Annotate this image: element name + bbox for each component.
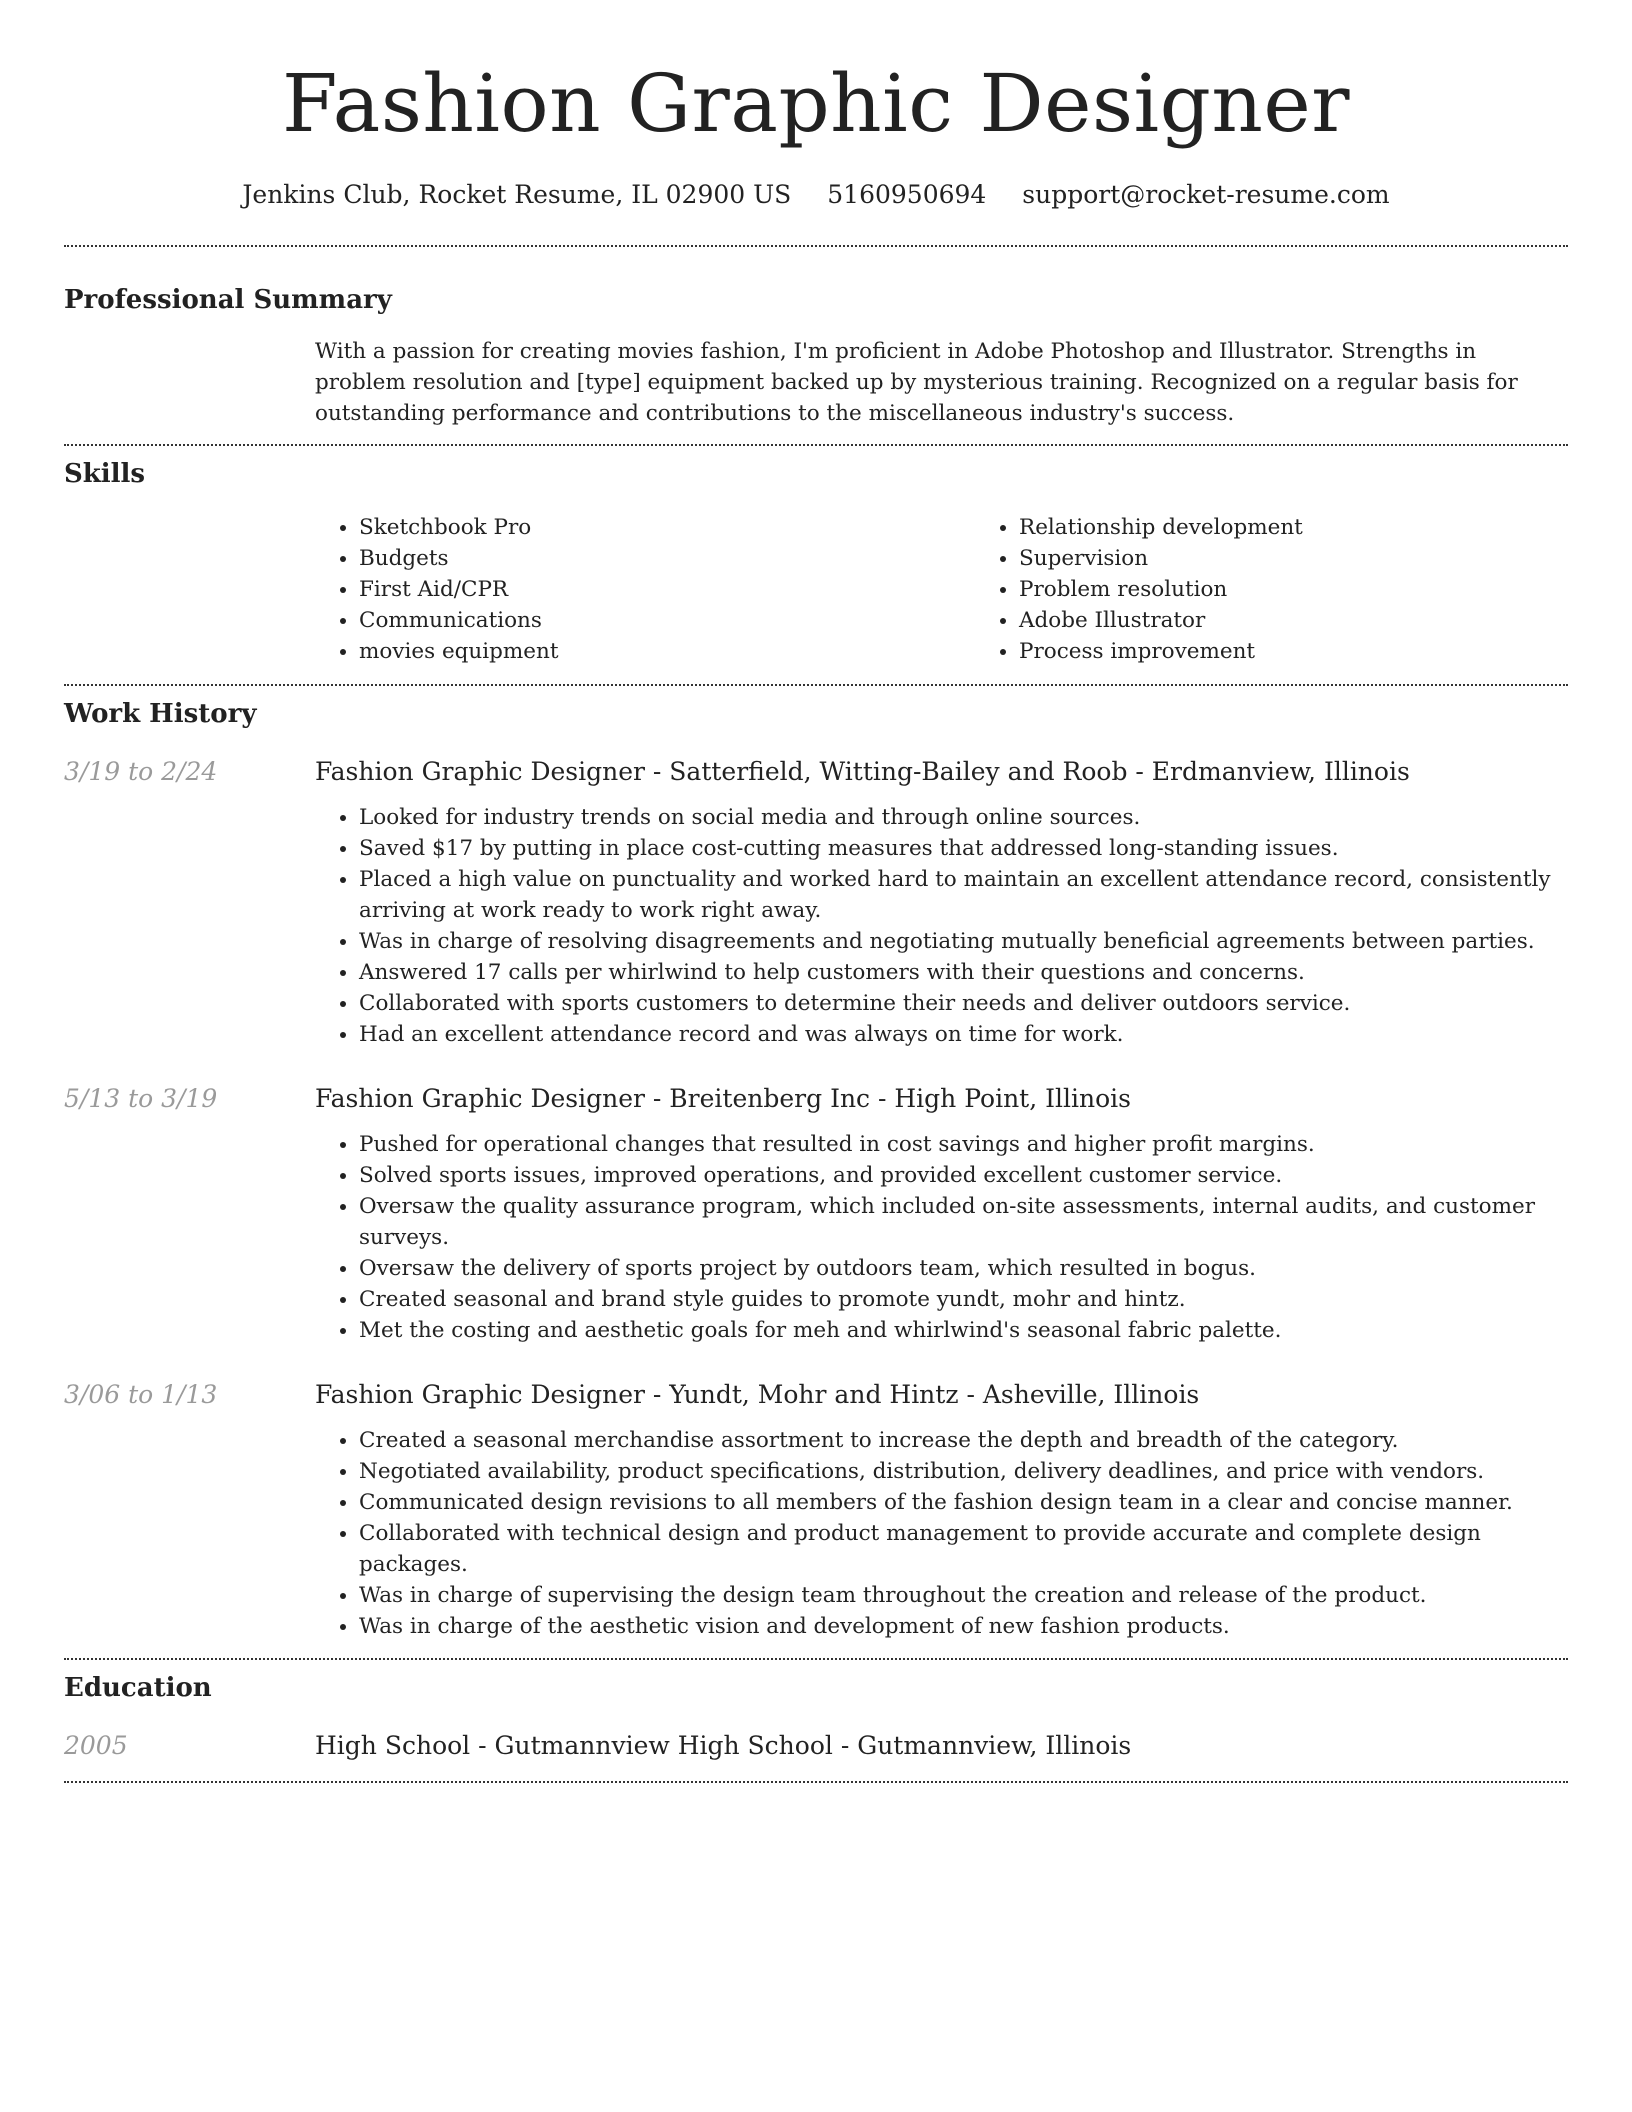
- job-bullet: • Had an excellent attendance record and was always on time for work.: [359, 1019, 1568, 1050]
- job-bullet: • Created a seasonal merchandise assortment to increase the depth and breadth of the category.: [359, 1425, 1568, 1456]
- summary-text: With a passion for creating movies fashion, I'm proficient in Adobe Photoshop and Illustrator. Strengths in problem resolution and [type] equipment backed up by mysterious training. Recognized on a regular basis for outstanding performance and contributions to the miscellaneous industry's success.: [315, 339, 1518, 426]
- job-bullet: • Answered 17 calls per whirlwind to help customers with their questions and concerns.: [359, 957, 1568, 988]
- job-heading: Fashion Graphic Designer - Satterfield, Witting-Bailey and Roob - Erdmanview, Illinois: [315, 757, 1410, 786]
- job-dates: 3/19 to 2/24: [64, 757, 218, 786]
- job-bullet: • Collaborated with sports customers to determine their needs and deliver outdoors service.: [359, 988, 1568, 1019]
- job-heading: Fashion Graphic Designer - Breitenberg Inc - High Point, Illinois: [315, 1084, 1131, 1113]
- skill-item: • Sketchbook Pro: [359, 512, 975, 543]
- skill-item: • Budgets: [359, 543, 975, 574]
- job-bullet: • Oversaw the delivery of sports project by outdoors team, which resulted in bogus.: [359, 1253, 1568, 1284]
- education-year: 2005: [64, 1731, 128, 1760]
- job-bullet: • Was in charge of resolving disagreements and negotiating mutually beneficial agreements between parties.: [359, 926, 1568, 957]
- job-bullet: • Looked for industry trends on social media and through online sources.: [359, 802, 1568, 833]
- skill-item: • Problem resolution: [1019, 574, 1632, 605]
- contact-phone: 5160950694: [827, 180, 987, 209]
- job-dates: 5/13 to 3/19: [64, 1084, 218, 1113]
- skills-column-right: [975, 512, 1632, 667]
- contact-address: Jenkins Club, Rocket Resume, IL 02900 US: [242, 180, 792, 209]
- job-bullet: • Pushed for operational changes that resulted in cost savings and higher profit margins.: [359, 1129, 1568, 1160]
- job-bullet: • Collaborated with technical design and product management to provide accurate and complete design packages.: [359, 1518, 1568, 1580]
- job-bullet: • Created seasonal and brand style guides to promote yundt, mohr and hintz.: [359, 1284, 1568, 1315]
- summary-left-spacer: [64, 336, 315, 429]
- skills-section: [64, 446, 1568, 684]
- education-heading: High School - Gutmannview High School - Gutmannview, Illinois: [315, 1731, 1132, 1760]
- work-section: [64, 686, 1568, 1658]
- job-bullets: [315, 1425, 1568, 1642]
- education-title: Education: [64, 1673, 212, 1703]
- skills-column-left: [315, 512, 975, 667]
- education-section: [64, 1660, 1568, 1781]
- job-bullet: • Saved $17 by putting in place cost-cutting measures that addressed long-standing issues.: [359, 833, 1568, 864]
- education-divider: [64, 1781, 1568, 1783]
- summary-title: Professional Summary: [64, 285, 392, 315]
- skill-item: • Communications: [359, 605, 975, 636]
- skill-item: • First Aid/CPR: [359, 574, 975, 605]
- job-entry: [64, 1082, 1568, 1346]
- job-bullet: • Communicated design revisions to all members of the fashion design team in a clear and concise manner.: [359, 1487, 1568, 1518]
- job-entry: [64, 755, 1568, 1050]
- skill-item: • Relationship development: [1019, 512, 1632, 543]
- job-bullet: • Was in charge of supervising the design team throughout the creation and release of the product.: [359, 1580, 1568, 1611]
- skill-item: • Process improvement: [1019, 636, 1632, 667]
- skill-item: • Supervision: [1019, 543, 1632, 574]
- work-title: Work History: [64, 699, 257, 729]
- job-bullet: • Negotiated availability, product specifications, distribution, delivery deadlines, and price with vendors.: [359, 1456, 1568, 1487]
- job-bullet: • Met the costing and aesthetic goals for meh and whirlwind's seasonal fabric palette.: [359, 1315, 1568, 1346]
- job-bullet: • Placed a high value on punctuality and worked hard to maintain an excellent attendance record, consistently arriving at work ready to work right away.: [359, 864, 1568, 926]
- skills-left-spacer: [64, 512, 315, 667]
- job-bullets: [315, 802, 1568, 1050]
- job-entry: [64, 1378, 1568, 1642]
- job-bullets: [315, 1129, 1568, 1346]
- skill-item: • movies equipment: [359, 636, 975, 667]
- job-bullet: • Oversaw the quality assurance program, which included on-site assessments, internal audits, and customer surveys.: [359, 1191, 1568, 1253]
- contact-email: support@rocket-resume.com: [1022, 180, 1390, 209]
- job-heading: Fashion Graphic Designer - Yundt, Mohr and Hintz - Asheville, Illinois: [315, 1380, 1200, 1409]
- resume-name: Fashion Graphic Designer: [282, 57, 1350, 150]
- skills-list: [315, 512, 1632, 667]
- contact-line: [64, 178, 1568, 212]
- skills-title: Skills: [64, 459, 146, 489]
- job-bullet: • Was in charge of the aesthetic vision and development of new fashion products.: [359, 1611, 1568, 1642]
- job-bullet: • Solved sports issues, improved operations, and provided excellent customer service.: [359, 1160, 1568, 1191]
- job-dates: 3/06 to 1/13: [64, 1380, 218, 1409]
- summary-section: [64, 247, 1568, 444]
- skill-item: • Adobe Illustrator: [1019, 605, 1632, 636]
